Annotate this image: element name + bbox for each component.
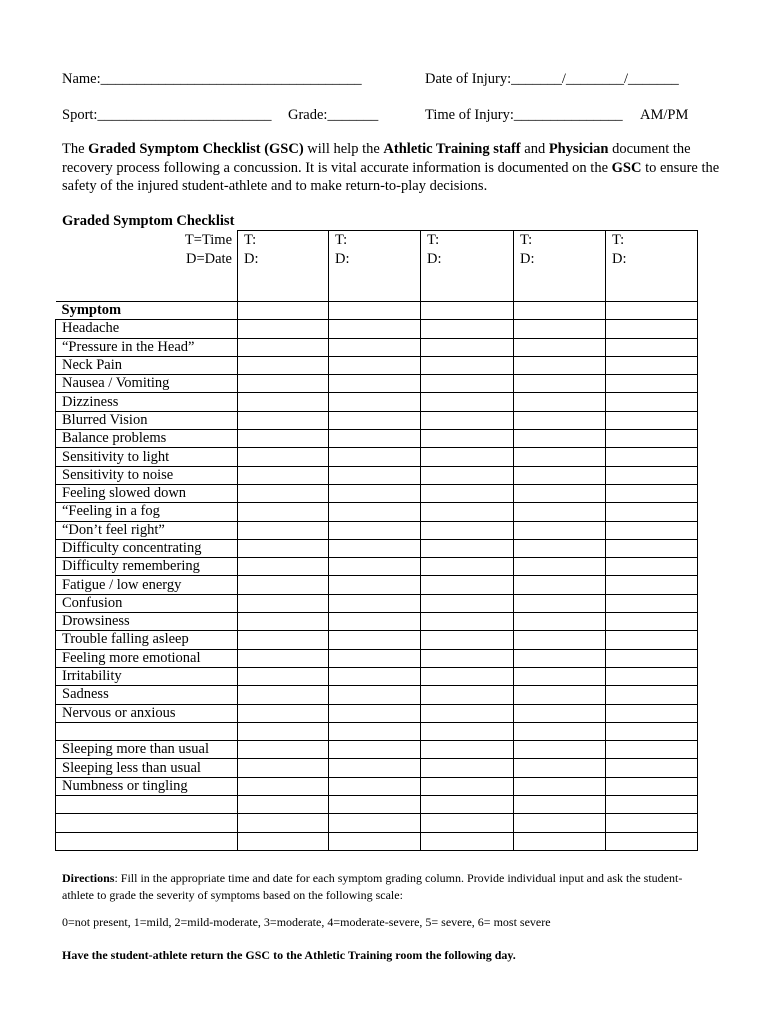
grade-cell[interactable] — [514, 448, 606, 466]
grade-cell[interactable] — [421, 558, 514, 576]
grade-cell[interactable] — [606, 814, 698, 832]
symptom-label: Balance problems — [56, 430, 238, 448]
grade-cell[interactable] — [329, 302, 421, 320]
grade-cell[interactable] — [421, 338, 514, 356]
grade-cell[interactable] — [238, 393, 329, 411]
grade-cell[interactable] — [514, 430, 606, 448]
grade-cell[interactable] — [238, 649, 329, 667]
name-field[interactable]: Name:____________________________________ — [62, 71, 362, 87]
symptom-label — [56, 796, 238, 814]
grade-cell[interactable] — [421, 667, 514, 685]
grade-cell[interactable] — [606, 741, 698, 759]
grade-cell[interactable] — [329, 576, 421, 594]
symptom-label — [56, 722, 238, 740]
table-row — [56, 759, 698, 777]
table-row — [56, 375, 698, 393]
grade-cell[interactable] — [606, 393, 698, 411]
directions — [62, 870, 702, 904]
time-date-column-1[interactable]: T: D: — [238, 231, 329, 302]
grade-cell[interactable] — [514, 503, 606, 521]
symptom-label: Feeling slowed down — [56, 484, 238, 502]
grade-cell[interactable] — [329, 558, 421, 576]
time-date-legend: T=Time D=Date — [56, 231, 238, 302]
symptom-label: Blurred Vision — [56, 411, 238, 429]
grade-cell[interactable] — [606, 430, 698, 448]
grade-cell[interactable] — [514, 832, 606, 850]
grade-cell[interactable] — [329, 356, 421, 374]
grade-cell[interactable] — [329, 631, 421, 649]
grade-cell[interactable] — [329, 741, 421, 759]
grade-cell[interactable] — [329, 521, 421, 539]
grade-cell[interactable] — [606, 521, 698, 539]
symptom-label: Dizziness — [56, 393, 238, 411]
grade-cell[interactable] — [514, 704, 606, 722]
grade-field[interactable]: Grade:_______ — [288, 107, 379, 123]
time-date-column-5[interactable]: T: D: — [606, 231, 698, 302]
grade-cell[interactable] — [329, 393, 421, 411]
symptom-label: Difficulty concentrating — [56, 539, 238, 557]
grade-cell[interactable] — [329, 448, 421, 466]
grade-cell[interactable] — [329, 503, 421, 521]
table-row — [56, 649, 698, 667]
symptom-label: Drowsiness — [56, 613, 238, 631]
grade-cell[interactable] — [421, 649, 514, 667]
grade-cell[interactable] — [329, 686, 421, 704]
grade-cell[interactable] — [329, 594, 421, 612]
grade-cell[interactable] — [421, 503, 514, 521]
grade-cell[interactable] — [421, 375, 514, 393]
grade-cell[interactable] — [238, 503, 329, 521]
grade-cell[interactable] — [606, 631, 698, 649]
grade-cell[interactable] — [421, 393, 514, 411]
grade-cell[interactable] — [606, 576, 698, 594]
symptom-label: Trouble falling asleep — [56, 631, 238, 649]
table-row — [56, 814, 698, 832]
grade-cell[interactable] — [606, 302, 698, 320]
grade-cell[interactable] — [514, 356, 606, 374]
checklist-title: Graded Symptom Checklist — [62, 213, 235, 229]
grade-cell[interactable] — [238, 777, 329, 795]
grade-cell[interactable] — [238, 832, 329, 850]
table-header-row — [56, 231, 698, 302]
grade-cell[interactable] — [421, 832, 514, 850]
grade-cell[interactable] — [421, 539, 514, 557]
grade-cell[interactable] — [421, 430, 514, 448]
grade-cell[interactable] — [606, 686, 698, 704]
grade-cell[interactable] — [238, 594, 329, 612]
grade-cell[interactable] — [329, 430, 421, 448]
symptom-header-row — [56, 302, 698, 320]
grade-cell[interactable] — [238, 338, 329, 356]
grade-cell[interactable] — [329, 704, 421, 722]
grade-cell[interactable] — [329, 649, 421, 667]
grade-cell[interactable] — [606, 448, 698, 466]
grade-cell[interactable] — [514, 649, 606, 667]
grade-cell[interactable] — [238, 686, 329, 704]
grade-cell[interactable] — [606, 704, 698, 722]
symptom-label: Confusion — [56, 594, 238, 612]
table-row — [56, 667, 698, 685]
grade-cell[interactable] — [514, 393, 606, 411]
grade-cell[interactable] — [329, 814, 421, 832]
table-row — [56, 484, 698, 502]
grade-cell[interactable] — [606, 613, 698, 631]
symptom-header: Symptom — [56, 302, 238, 320]
grade-cell[interactable] — [514, 667, 606, 685]
grade-cell[interactable] — [238, 814, 329, 832]
grade-cell[interactable] — [238, 320, 329, 338]
athletic-training-staff: Athletic Training staff — [383, 141, 521, 157]
grade-cell[interactable] — [606, 356, 698, 374]
grade-cell[interactable] — [329, 777, 421, 795]
grade-cell[interactable] — [329, 466, 421, 484]
grade-cell[interactable] — [238, 613, 329, 631]
symptom-label: “Feeling in a fog — [56, 503, 238, 521]
grade-cell[interactable] — [329, 759, 421, 777]
grade-cell[interactable] — [421, 356, 514, 374]
table-row — [56, 356, 698, 374]
grade-cell[interactable] — [421, 302, 514, 320]
grade-cell[interactable] — [606, 796, 698, 814]
time-date-column-2[interactable]: T: D: — [329, 231, 421, 302]
symptom-label: Sensitivity to light — [56, 448, 238, 466]
directions-label: Directions — [62, 871, 115, 885]
severity-scale: 0=not present, 1=mild, 2=mild-moderate, 3=moderate, 4=moderate-severe, 5= severe, 6= most severe — [62, 915, 551, 929]
symptom-label: Headache — [56, 320, 238, 338]
grade-cell[interactable] — [514, 613, 606, 631]
symptom-label: Difficulty remembering — [56, 558, 238, 576]
grade-cell[interactable] — [238, 375, 329, 393]
grade-cell[interactable] — [514, 302, 606, 320]
symptom-label: Neck Pain — [56, 356, 238, 374]
sport-field[interactable]: Sport:________________________ — [62, 107, 272, 123]
grade-cell[interactable] — [238, 448, 329, 466]
time-date-column-3[interactable]: T: D: — [421, 231, 514, 302]
grade-cell[interactable] — [606, 777, 698, 795]
symptom-label: Sleeping more than usual — [56, 741, 238, 759]
grade-cell[interactable] — [514, 466, 606, 484]
grade-cell[interactable] — [514, 631, 606, 649]
physician: Physician — [548, 141, 609, 157]
grade-cell[interactable] — [606, 338, 698, 356]
table-row — [56, 393, 698, 411]
grade-cell[interactable] — [606, 375, 698, 393]
table-row — [56, 741, 698, 759]
grade-cell[interactable] — [514, 521, 606, 539]
symptom-label: Feeling more emotional — [56, 649, 238, 667]
gsc-abbrev: GSC — [611, 159, 642, 176]
table-row — [56, 777, 698, 795]
grade-cell[interactable] — [421, 759, 514, 777]
grade-cell[interactable] — [421, 521, 514, 539]
table-row — [56, 320, 698, 338]
return-instruction: Have the student-athlete return the GSC to the Athletic Training room the following day. — [62, 948, 516, 962]
grade-cell[interactable] — [329, 539, 421, 557]
symptom-label: Nausea / Vomiting — [56, 375, 238, 393]
grade-cell[interactable] — [421, 594, 514, 612]
grade-cell[interactable] — [606, 759, 698, 777]
grade-cell[interactable] — [514, 594, 606, 612]
symptom-label: Numbness or tingling — [56, 777, 238, 795]
grade-cell[interactable] — [514, 576, 606, 594]
date-of-injury-field[interactable]: Date of Injury:_______/________/_______ — [425, 71, 679, 87]
am-pm-label: AM/PM — [640, 107, 689, 123]
table-row — [56, 576, 698, 594]
grade-cell[interactable] — [514, 375, 606, 393]
grade-cell[interactable] — [606, 466, 698, 484]
symptom-checklist-table — [55, 230, 698, 851]
grade-cell[interactable] — [421, 613, 514, 631]
grade-cell[interactable] — [514, 759, 606, 777]
grade-cell[interactable] — [514, 796, 606, 814]
grade-cell[interactable] — [238, 576, 329, 594]
grade-cell[interactable] — [421, 741, 514, 759]
grade-cell[interactable] — [238, 558, 329, 576]
grade-cell[interactable] — [606, 411, 698, 429]
grade-cell[interactable] — [329, 667, 421, 685]
grade-cell[interactable] — [238, 722, 329, 740]
table-row — [56, 686, 698, 704]
symptom-label: Sensitivity to noise — [56, 466, 238, 484]
grade-cell[interactable] — [606, 649, 698, 667]
gsc-name: Graded Symptom Checklist (GSC) — [88, 141, 304, 157]
table-row — [56, 631, 698, 649]
grade-cell[interactable] — [329, 338, 421, 356]
grade-cell[interactable] — [514, 722, 606, 740]
table-row — [56, 411, 698, 429]
grade-cell[interactable] — [421, 631, 514, 649]
grade-cell[interactable] — [329, 796, 421, 814]
grade-cell[interactable] — [238, 302, 329, 320]
grade-cell[interactable] — [238, 741, 329, 759]
time-date-column-4[interactable]: T: D: — [514, 231, 606, 302]
symptom-label: Sadness — [56, 686, 238, 704]
grade-cell[interactable] — [421, 411, 514, 429]
grade-cell[interactable] — [514, 686, 606, 704]
time-of-injury-field[interactable]: Time of Injury:_______________ — [425, 107, 623, 123]
grade-cell[interactable] — [606, 558, 698, 576]
table-row — [56, 466, 698, 484]
table-row — [56, 704, 698, 722]
grade-cell[interactable] — [514, 814, 606, 832]
symptom-label: “Pressure in the Head” — [56, 338, 238, 356]
grade-cell[interactable] — [238, 430, 329, 448]
grade-cell[interactable] — [514, 741, 606, 759]
grade-cell[interactable] — [421, 796, 514, 814]
table-row — [56, 539, 698, 557]
symptom-label: “Don’t feel right” — [56, 521, 238, 539]
grade-cell[interactable] — [421, 576, 514, 594]
table-row — [56, 613, 698, 631]
grade-cell[interactable] — [421, 320, 514, 338]
table-row — [56, 832, 698, 850]
grade-cell[interactable] — [606, 832, 698, 850]
grade-cell[interactable] — [421, 466, 514, 484]
grade-cell[interactable] — [421, 484, 514, 502]
grade-cell[interactable] — [514, 338, 606, 356]
grade-cell[interactable] — [238, 759, 329, 777]
grade-cell[interactable] — [238, 356, 329, 374]
table-row — [56, 722, 698, 740]
grade-cell[interactable] — [514, 777, 606, 795]
grade-cell[interactable] — [329, 411, 421, 429]
grade-cell[interactable] — [606, 484, 698, 502]
grade-cell[interactable] — [238, 796, 329, 814]
grade-cell[interactable] — [421, 704, 514, 722]
grade-cell[interactable] — [238, 521, 329, 539]
symptom-label: Irritability — [56, 667, 238, 685]
grade-cell[interactable] — [514, 539, 606, 557]
grade-cell[interactable] — [606, 503, 698, 521]
directions-text: : Fill in the appropriate time and date for each symptom grading column. Provide individual input and ask the student-athlete to grade the severity of symptoms based on the following scale: — [62, 871, 683, 902]
grade-cell[interactable] — [238, 484, 329, 502]
grade-cell[interactable] — [329, 375, 421, 393]
symptom-label: Sleeping less than usual — [56, 759, 238, 777]
grade-cell[interactable] — [329, 613, 421, 631]
grade-cell[interactable] — [421, 777, 514, 795]
grade-cell[interactable] — [514, 558, 606, 576]
symptom-label — [56, 832, 238, 850]
symptom-label: Nervous or anxious — [56, 704, 238, 722]
grade-cell[interactable] — [329, 484, 421, 502]
table-row — [56, 796, 698, 814]
table-row — [56, 338, 698, 356]
grade-cell[interactable] — [606, 722, 698, 740]
table-row — [56, 558, 698, 576]
grade-cell[interactable] — [329, 832, 421, 850]
table-row — [56, 503, 698, 521]
grade-cell[interactable] — [238, 631, 329, 649]
grade-cell[interactable] — [421, 448, 514, 466]
grade-cell[interactable] — [238, 667, 329, 685]
grade-cell[interactable] — [238, 539, 329, 557]
grade-cell[interactable] — [606, 320, 698, 338]
grade-cell[interactable] — [421, 686, 514, 704]
table-row — [56, 448, 698, 466]
grade-cell[interactable] — [606, 594, 698, 612]
grade-cell[interactable] — [606, 667, 698, 685]
grade-cell[interactable] — [514, 411, 606, 429]
grade-cell[interactable] — [421, 814, 514, 832]
grade-cell[interactable] — [238, 704, 329, 722]
symptom-label: Fatigue / low energy — [56, 576, 238, 594]
table-row — [56, 594, 698, 612]
grade-cell[interactable] — [606, 539, 698, 557]
grade-cell[interactable] — [238, 411, 329, 429]
intro-paragraph: The Graded Symptom Checklist (GSC) will help the Athletic Training staff and Physician document the recovery process following a concussion. It is vital accurate information is documented on the GSC to ensure the safety of the injured student-athlete and to make return-to-play decisions. — [62, 141, 720, 194]
grade-cell[interactable] — [421, 722, 514, 740]
grade-cell[interactable] — [238, 466, 329, 484]
grade-cell[interactable] — [514, 320, 606, 338]
grade-cell[interactable] — [514, 484, 606, 502]
table-row — [56, 430, 698, 448]
grade-cell[interactable] — [329, 722, 421, 740]
grade-cell[interactable] — [329, 320, 421, 338]
symptom-label — [56, 814, 238, 832]
table-row — [56, 521, 698, 539]
